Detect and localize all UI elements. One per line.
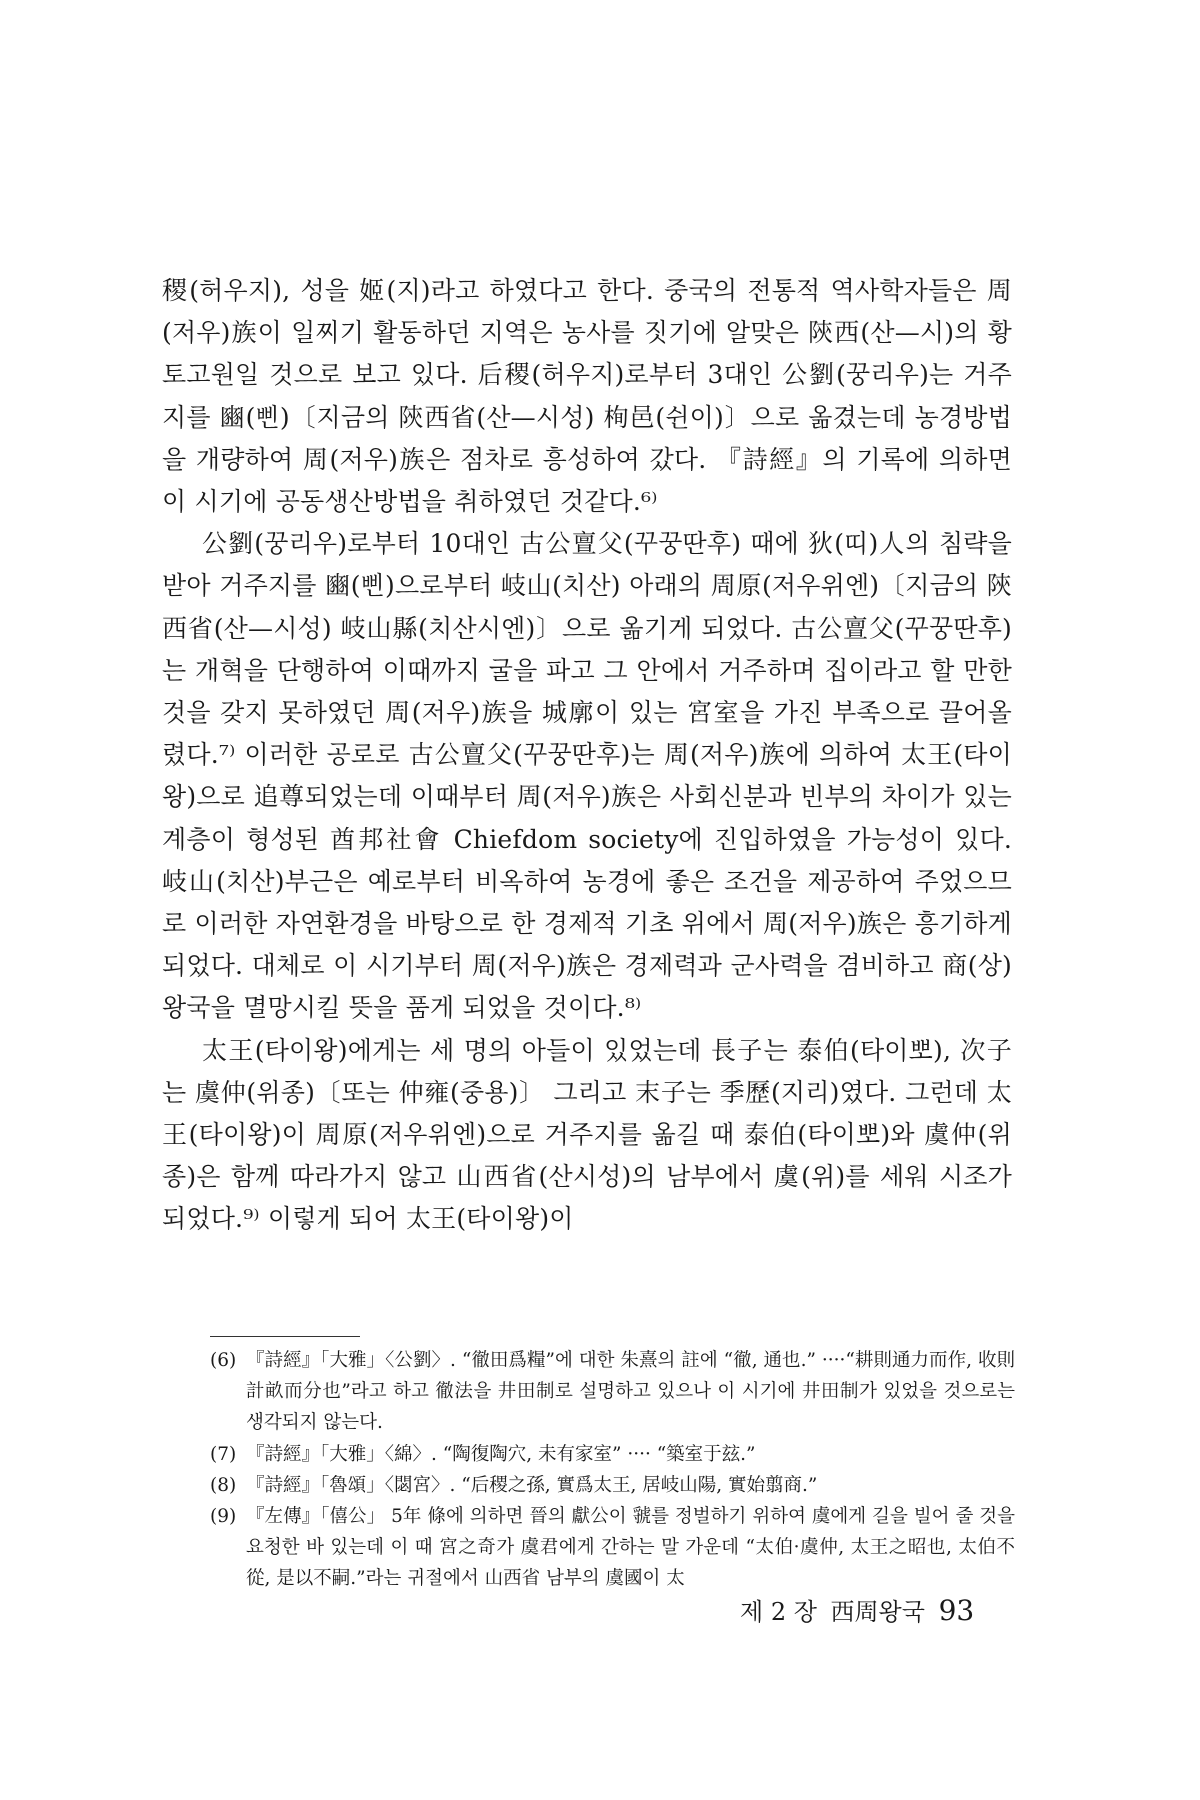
footnote <box>210 1501 1015 1595</box>
footnote-number: (6) <box>210 1350 237 1371</box>
body-paragraph: 太王(타이왕)에게는 세 명의 아들이 있었는데 長子는 泰伯(타이뽀), 次子는 虞仲(위종)〔또는 仲雍(중용)〕 그리고 末子는 季歷(지리)였다. 그런데 太王(타이왕)이 周原(저우위엔)으로 거주지를 옮길 때 泰伯(타이뽀)와 虞仲(위종)은 함께 따라가지 않고 山西省(산시성)의 남부에서 虞(위)를 세워 시조가 되었다.⁹⁾ 이렇게 되어 太王(타이왕)이 <box>162 1035 1012 1234</box>
main-text <box>162 270 1012 1241</box>
footnote-text: 『詩經』「大雅」〈綿〉. “陶復陶穴, 未有家室” ···· “築室于玆.” <box>246 1443 756 1465</box>
footnote-text: 『詩經』「大雅」〈公劉〉. “徹田爲糧”에 대한 朱熹의 註에 “徹, 通也.” ····“耕則通力而作, 收則計畝而分也”라고 하고 徹法을 井田制로 설명하고 있으나 이 시기에 井田制가 있었을 것으로는 생각되지 않는다. <box>246 1350 1015 1434</box>
page-footer <box>740 1592 1040 1627</box>
footnote-text: 『左傳』「僖公」 5年 條에 의하면 晉의 獻公이 虢를 정벌하기 위하여 虞에게 길을 빌어 줄 것을 요청한 바 있는데 이 때 宮之奇가 虞君에게 간하는 말 가운데 “太伯·虞仲, 太王之昭也, 太伯不從, 是以不嗣.”라는 귀절에서 山西省 남부의 虞國이 太 <box>246 1506 1015 1590</box>
footnote <box>210 1470 1015 1501</box>
footnote-number: (8) <box>210 1474 237 1496</box>
footnote-number: (9) <box>210 1506 237 1528</box>
footnote-number: (7) <box>210 1443 237 1465</box>
footnote <box>210 1345 1015 1439</box>
chapter-title: 西周왕국 <box>830 1598 925 1626</box>
chapter-label: 제 2 장 <box>740 1598 817 1626</box>
footnotes <box>210 1345 1015 1595</box>
body-paragraph: 公劉(꿍리우)로부터 10대인 古公亶父(꾸꿍딴후) 때에 狄(띠)人의 침략을 받아 거주지를 豳(삔)으로부터 岐山(치산) 아래의 周原(저우위엔)〔지금의 陝西省(산—시성) 岐山縣(치산시엔)〕으로 옮기게 되었다. 古公亶父(꾸꿍딴후)는 개혁을 단행하여 이때까지 굴을 파고 그 안에서 거주하며 집이라고 할 만한 것을 갖지 못하였던 周(저우)族을 城廓이 있는 宮室을 가진 부족으로 끌어올렸다.⁷⁾ 이러한 공로로 古公亶父(꾸꿍딴후)는 周(저우)族에 의하여 太王(타이왕)으로 追尊되었는데 이때부터 周(저우)族은 사회신분과 빈부의 차이가 있는 계층이 형성된 酋邦社會 Chiefdom society에 진입하였을 가능성이 있다. 岐山(치산)부근은 예로부터 비옥하여 농경에 좋은 조건을 제공하여 주었으므로 이러한 자연환경을 바탕으로 한 경제적 기초 위에서 周(저우)族은 흥기하게 되었다. 대체로 이 시기부터 周(저우)族은 경제력과 군사력을 겸비하고 商(상)왕국을 멸망시킬 뜻을 품게 되었을 것이다.⁸⁾ <box>162 529 1012 1023</box>
footnote <box>210 1439 1015 1470</box>
footnote-text: 『詩經』「魯頌」〈閟宮〉. “后稷之孫, 實爲太王, 居岐山陽, 實始翦商.” <box>246 1474 818 1496</box>
body-paragraph: 稷(허우지), 성을 姬(지)라고 하였다고 한다. 중국의 전통적 역사학자들은 周(저우)族이 일찌기 활동하던 지역은 농사를 짓기에 알맞은 陝西(산—시)의 황토고원일 것으로 보고 있다. 后稷(허우지)로부터 3대인 公劉(꿍리우)는 거주지를 豳(삔)〔지금의 陝西省(산—시성) 栒邑(쉰이)〕으로 옮겼는데 농경방법을 개량하여 周(저우)族은 점차로 흥성하여 갔다. 『詩經』의 기록에 의하면 이 시기에 공동생산방법을 취하였던 것같다.⁶⁾ <box>162 276 1012 517</box>
footnote-divider <box>210 1336 360 1337</box>
page-number: 93 <box>938 1594 975 1627</box>
